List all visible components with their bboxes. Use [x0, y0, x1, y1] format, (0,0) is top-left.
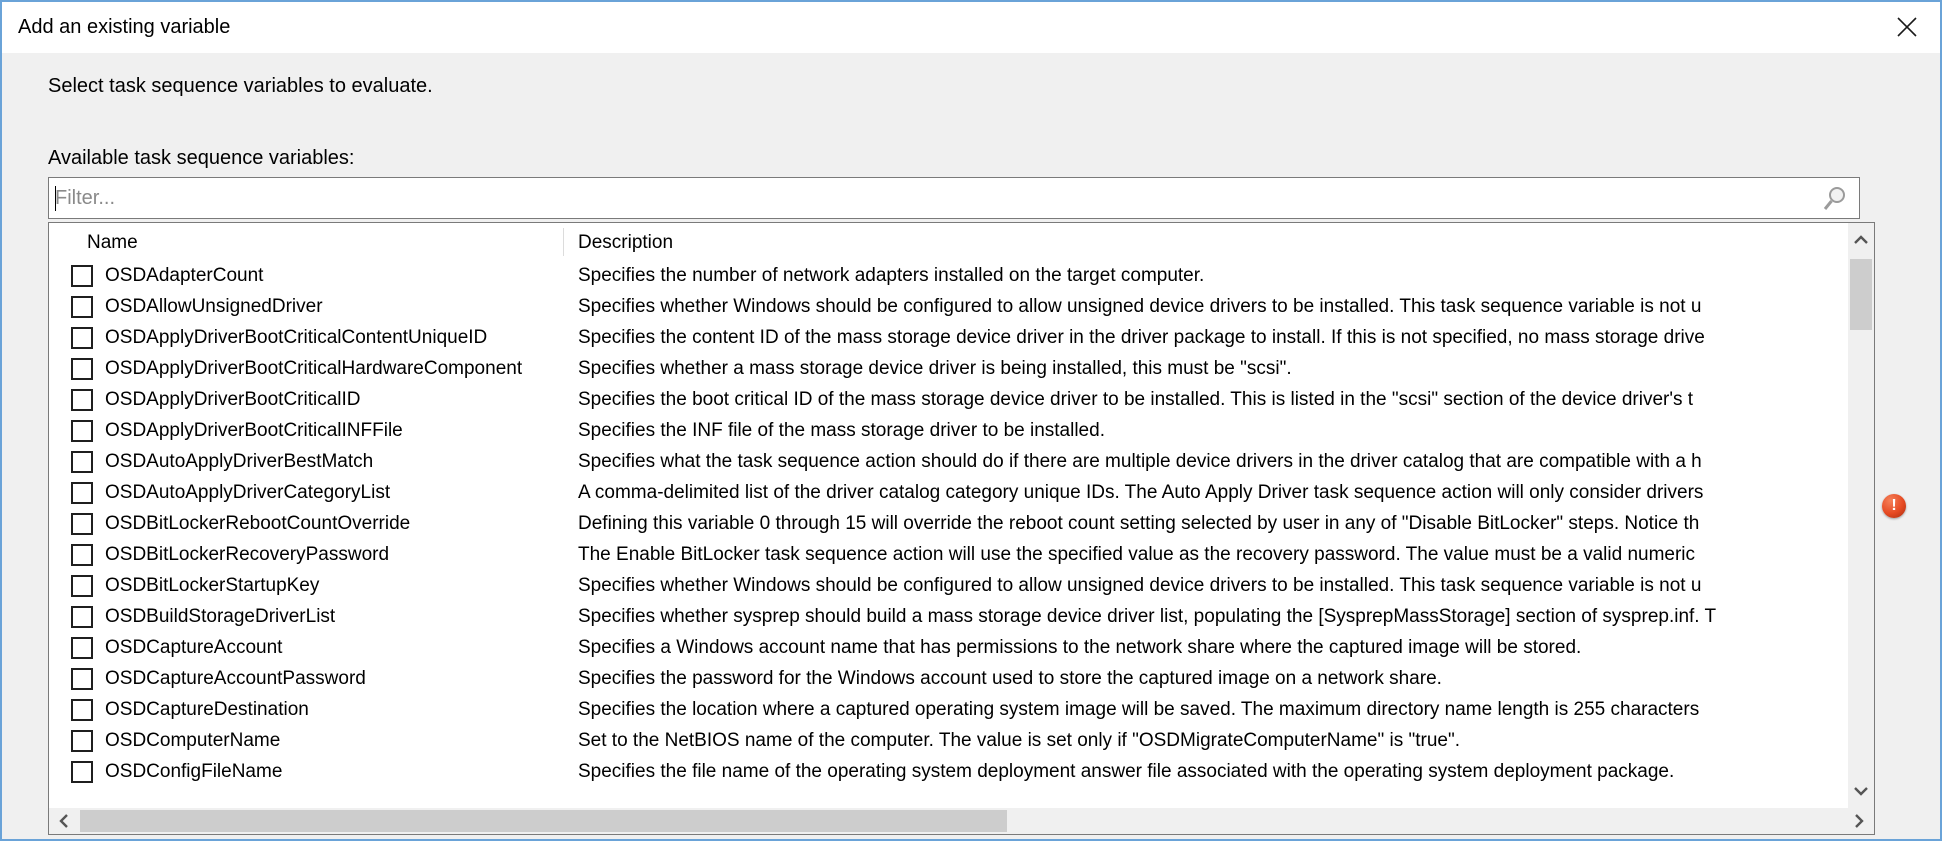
table-row[interactable] — [49, 664, 1848, 695]
variable-name: OSDCaptureAccount — [105, 637, 283, 658]
variable-checkbox[interactable] — [71, 606, 93, 628]
variables-table-body — [49, 261, 1848, 808]
variable-name: OSDBitLockerStartupKey — [105, 575, 320, 596]
vertical-scrollbar-thumb[interactable] — [1850, 259, 1872, 330]
variable-name: OSDConfigFileName — [105, 761, 283, 782]
available-variables-label: Available task sequence variables: — [48, 147, 355, 169]
variable-name: OSDAdapterCount — [105, 265, 264, 286]
table-row[interactable] — [49, 292, 1848, 323]
variable-checkbox[interactable] — [71, 575, 93, 597]
column-header-description[interactable]: Description — [578, 232, 674, 253]
variable-checkbox[interactable] — [71, 544, 93, 566]
variable-description: Set to the NetBIOS name of the computer. The value is set only if "OSDMigrateComputerName" is "true". — [578, 730, 1461, 751]
table-row[interactable] — [49, 261, 1848, 292]
variable-description: Specifies a Windows account name that has permissions to the network share where the captured image will be stored. — [578, 637, 1582, 658]
text-caret — [55, 186, 56, 211]
table-row[interactable] — [49, 478, 1848, 509]
variable-checkbox[interactable] — [71, 668, 93, 690]
variable-description: Defining this variable 0 through 15 will override the reboot count setting selected by user in any of "Disable BitLocker" steps. Notice th — [578, 513, 1700, 534]
scroll-down-button[interactable] — [1848, 774, 1874, 808]
variable-name: OSDApplyDriverBootCriticalContentUniqueID — [105, 327, 488, 348]
variable-description: Specifies the file name of the operating system deployment answer file associated with the operating system deployment package. — [578, 761, 1675, 782]
variable-checkbox[interactable] — [71, 358, 93, 380]
column-header-name[interactable]: Name — [87, 232, 138, 253]
variable-description: Specifies whether Windows should be configured to allow unsigned device drivers to be installed. This task sequence variable is not u — [578, 296, 1702, 317]
variable-name: OSDBuildStorageDriverList — [105, 606, 336, 627]
variable-name: OSDApplyDriverBootCriticalID — [105, 389, 361, 410]
variable-description: Specifies whether sysprep should build a mass storage device driver list, populating the [SysprepMassStorage] section of sysprep.inf. T — [578, 606, 1717, 627]
variable-name: OSDApplyDriverBootCriticalHardwareComponent — [105, 358, 523, 379]
error-badge-glyph: ! — [1891, 497, 1897, 514]
chevron-right-icon — [1854, 813, 1864, 829]
table-row[interactable] — [49, 571, 1848, 602]
table-row[interactable] — [49, 695, 1848, 726]
column-separator[interactable] — [563, 228, 564, 256]
variable-checkbox[interactable] — [71, 730, 93, 752]
vertical-scrollbar[interactable] — [1848, 223, 1874, 808]
variable-description: Specifies whether Windows should be configured to allow unsigned device drivers to be installed. This task sequence variable is not u — [578, 575, 1702, 596]
variable-description: Specifies the INF file of the mass storage driver to be installed. — [578, 420, 1105, 441]
search-icon — [1819, 184, 1849, 214]
filter-input[interactable] — [55, 178, 1815, 218]
scroll-up-button[interactable] — [1848, 223, 1874, 257]
variable-description: The Enable BitLocker task sequence action will use the specified value as the recovery password. The value must be a valid numeric — [578, 544, 1696, 565]
variable-description: Specifies what the task sequence action should do if there are multiple device drivers in the driver catalog that are compatible with a h — [578, 451, 1702, 472]
error-indicator-icon — [1882, 494, 1906, 518]
table-row[interactable] — [49, 540, 1848, 571]
table-row[interactable] — [49, 416, 1848, 447]
variable-checkbox[interactable] — [71, 699, 93, 721]
table-row[interactable] — [49, 602, 1848, 633]
variable-name: OSDAllowUnsignedDriver — [105, 296, 323, 317]
variable-checkbox[interactable] — [71, 637, 93, 659]
chevron-down-icon — [1853, 786, 1869, 796]
variable-description: Specifies the boot critical ID of the mass storage device driver to be installed. This is listed in the "scsi" section of the device driver's t — [578, 389, 1694, 410]
variable-name: OSDAutoApplyDriverCategoryList — [105, 482, 391, 503]
variable-name: OSDApplyDriverBootCriticalINFFile — [105, 420, 403, 441]
variable-checkbox[interactable] — [71, 513, 93, 535]
table-row[interactable] — [49, 323, 1848, 354]
table-row[interactable] — [49, 385, 1848, 416]
close-button[interactable] — [1886, 8, 1928, 46]
dialog-title: Add an existing variable — [18, 16, 231, 38]
table-row[interactable] — [49, 633, 1848, 664]
variable-name: OSDCaptureAccountPassword — [105, 668, 366, 689]
variable-description: Specifies the password for the Windows account used to store the captured image on a network share. — [578, 668, 1442, 689]
horizontal-scrollbar-thumb[interactable] — [80, 810, 1007, 832]
scroll-left-button[interactable] — [49, 808, 79, 834]
close-icon — [1894, 14, 1920, 40]
variable-checkbox[interactable] — [71, 482, 93, 504]
variable-description: Specifies the location where a captured operating system image will be saved. The maximum directory name length is 255 characters — [578, 699, 1700, 720]
horizontal-scrollbar[interactable] — [49, 808, 1874, 834]
table-row[interactable] — [49, 447, 1848, 478]
listview-header — [49, 223, 1848, 261]
table-row[interactable] — [49, 354, 1848, 385]
variable-name: OSDBitLockerRebootCountOverride — [105, 513, 411, 534]
variable-name: OSDComputerName — [105, 730, 281, 751]
scroll-right-button[interactable] — [1844, 808, 1874, 834]
variable-name: OSDBitLockerRecoveryPassword — [105, 544, 390, 565]
table-row[interactable] — [49, 509, 1848, 540]
variable-name: OSDAutoApplyDriverBestMatch — [105, 451, 374, 472]
variable-checkbox[interactable] — [71, 389, 93, 411]
variable-description: A comma-delimited list of the driver catalog category unique IDs. The Auto Apply Driver task sequence action will only consider drivers — [578, 482, 1704, 503]
variable-checkbox[interactable] — [71, 761, 93, 783]
variables-listview — [48, 222, 1875, 835]
chevron-left-icon — [59, 813, 69, 829]
chevron-up-icon — [1853, 235, 1869, 245]
variable-name: OSDCaptureDestination — [105, 699, 309, 720]
variable-checkbox[interactable] — [71, 451, 93, 473]
variable-description: Specifies whether a mass storage device driver is being installed, this must be "scsi". — [578, 358, 1292, 379]
variable-description: Specifies the number of network adapters installed on the target computer. — [578, 265, 1205, 286]
variable-checkbox[interactable] — [71, 327, 93, 349]
table-row[interactable] — [49, 757, 1848, 788]
filter-box — [48, 177, 1860, 219]
instructions-text: Select task sequence variables to evaluate. — [48, 75, 433, 97]
variable-checkbox[interactable] — [71, 265, 93, 287]
titlebar — [2, 2, 1940, 53]
table-row[interactable] — [49, 726, 1848, 757]
variable-description: Specifies the content ID of the mass storage device driver in the driver package to install. If this is not specified, no mass storage drive — [578, 327, 1705, 348]
variable-checkbox[interactable] — [71, 296, 93, 318]
variable-checkbox[interactable] — [71, 420, 93, 442]
